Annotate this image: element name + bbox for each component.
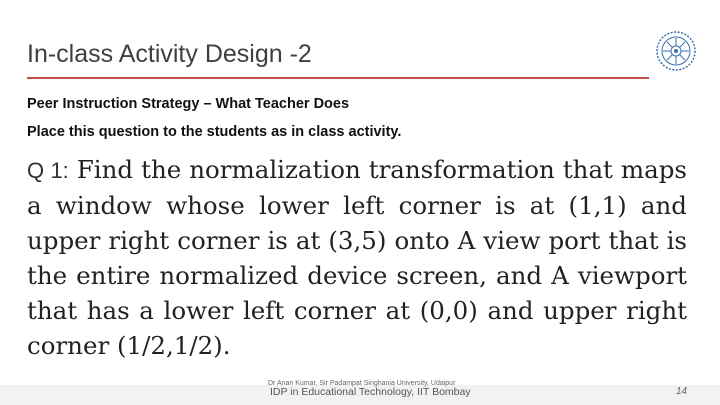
footer-program: IDP in Educational Technology, IIT Bombay — [270, 386, 471, 398]
title-divider — [27, 77, 649, 79]
instruction-heading: Peer Instruction Strategy – What Teacher Does — [27, 96, 350, 112]
institute-emblem-icon — [655, 30, 697, 72]
question-block — [27, 152, 687, 363]
question-label: Q 1: — [27, 158, 69, 183]
slide-title: In-class Activity Design -2 — [27, 40, 312, 68]
footer-author: Dr Anan Kumar, Sir Padampat Singhania University, Udaipur — [268, 380, 456, 387]
question-text: Find the normalization transformation that maps a window whose lower left corner is at (1,1) and upper right corner is at (3,5) onto A view port that is the entire normalized device screen, and A viewport that has a lower left corner at (0,0) and upper right corner (1/2,1/2). — [27, 155, 687, 360]
page-number: 14 — [676, 386, 688, 397]
instruction-text: Place this question to the students as in class activity. — [27, 124, 402, 140]
